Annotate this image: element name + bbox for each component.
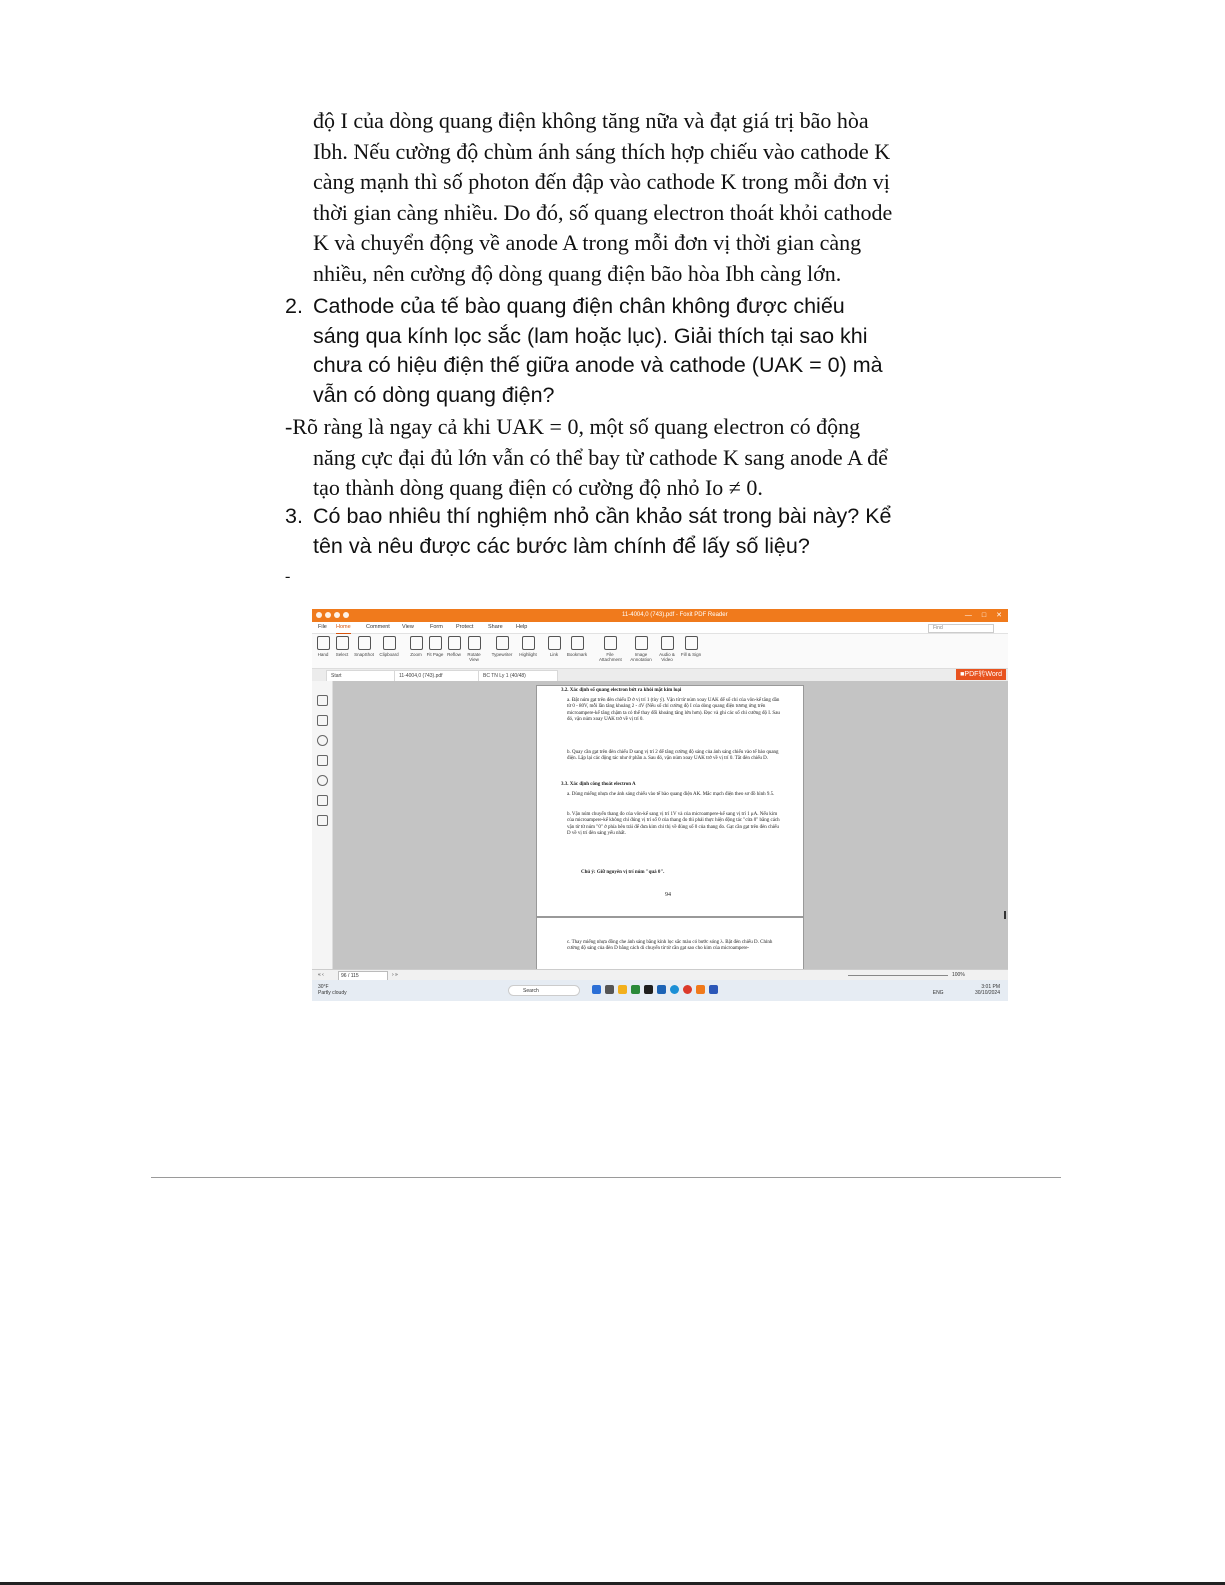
bookmark-icon <box>571 636 584 650</box>
menu-comment[interactable]: Comment <box>366 624 390 630</box>
tab-start[interactable]: Start <box>326 670 396 682</box>
taskbar-search[interactable]: Search <box>508 985 580 996</box>
typewriter-icon <box>496 636 509 650</box>
zoom-icon <box>410 636 423 650</box>
edge-icon[interactable] <box>670 985 679 994</box>
chrome-icon[interactable] <box>683 985 692 994</box>
zoom-level[interactable]: 100% <box>952 972 965 978</box>
question-line <box>285 292 883 322</box>
question-number: 2. <box>285 294 303 318</box>
question-number: 3. <box>285 504 303 528</box>
pdf-heading: 3.3. Xác định công thoát electron A <box>561 782 636 787</box>
pdf-note: Chú ý: Giữ nguyên vị trí núm "quả 0". <box>581 870 665 875</box>
attachments-panel-icon[interactable] <box>317 775 328 786</box>
text-line: thời gian càng nhiều. Do đó, số quang electron thoát khỏi cathode <box>313 199 893 225</box>
text-line: Ibh. Nếu cường độ chùm ánh sáng thích hợp chiếu vào cathode K <box>313 138 891 164</box>
text-line: càng mạnh thì số photon đến đập vào cathode K trong mỗi đơn vị <box>313 169 890 194</box>
camera-icon <box>358 636 371 650</box>
question-line <box>285 502 892 532</box>
fit-page-button[interactable]: Fit Page <box>424 636 446 657</box>
pdf-heading: 3.2. Xác định số quang electron bứt ra khỏi mặt kim loại <box>561 688 682 693</box>
app-icon[interactable] <box>592 985 601 994</box>
select-tool-button[interactable]: Select <box>331 636 353 657</box>
answer-line: -Rõ ràng là ngay cả khi UAK = 0, một số quang electron có động <box>285 414 861 439</box>
page-divider <box>151 1177 1061 1178</box>
typewriter-button[interactable]: Typewriter <box>491 636 513 657</box>
question-3 <box>285 502 892 561</box>
bookmark-panel-icon[interactable] <box>317 695 328 706</box>
pdf-paragraph: a. Đặt núm gạt trên đèn chiếu D ở vị trí 1 (tùy ý). Vặn từ từ núm xoay UAK để số chỉ của vôn-kế tăng dần từ 0 - 80V, mỗi lần tăng khoảng 2 - 4V (Nếu số chỉ cường độ I của dòng quang điện tương ứng trên microampere-kế tăng chậm ta có thể thay đổi khoảng tăng lớn hơn). Đọc và ghi các số chỉ cường độ I. Sau đó, vặn núm xoay UAK trở về vị trí 0. <box>567 698 780 722</box>
tab-document-2[interactable]: BC TN Ly 1 (40/48) <box>478 670 558 682</box>
window-title: 11-4004,0 (743).pdf - Foxit PDF Reader <box>622 612 728 618</box>
audio-video-button[interactable]: Audio & Video <box>656 636 678 662</box>
pdf-paragraph: a. Dùng miếng nhựa che ánh sáng chiếu vào tế bào quang điện AK. Mắc mạch điện theo sơ đồ hình 9.5. <box>567 792 775 797</box>
comments-panel-icon[interactable] <box>317 735 328 746</box>
app-icon[interactable] <box>631 985 640 994</box>
window-controls <box>965 609 1002 622</box>
highlight-button[interactable]: Highlight <box>517 636 539 657</box>
attachment-icon <box>604 636 617 650</box>
windows-taskbar <box>312 980 1008 1001</box>
layers-panel-icon[interactable] <box>317 755 328 766</box>
link-button[interactable]: Link <box>543 636 565 657</box>
find-input[interactable]: Find <box>928 624 994 633</box>
pdf-paragraph: b. Vặn núm chuyển thang đo của vôn-kế sang vị trí 1V và của microampere-kế sang vị trí 1 μA. Nếu kim của microampere-kế không chỉ đúng vị trí số 0 của thang đo thì phải thực hiện động tác "cửa 0" bằng cách vặn từ từ núm "0" ở phía bên trái để đưa kim chỉ thị về đúng số 0 của thang đo. Gạt cần gạt trên đèn chiếu D về vị trí đèn sáng yếu nhất. <box>567 812 780 836</box>
question-line: tên và nêu được các bước làm chính để lấy số liệu? <box>313 533 810 558</box>
clipboard-button[interactable]: Clipboard <box>378 636 400 657</box>
answer-3: - <box>285 568 291 585</box>
highlighter-icon <box>522 636 535 650</box>
answer-line: tạo thành dòng quang điện có cường độ nhỏ Io ≠ 0. <box>313 475 763 500</box>
zoom-slider[interactable] <box>848 975 948 976</box>
paragraph-saturation <box>313 106 892 289</box>
question-text: Có bao nhiêu thí nghiệm nhỏ cần khảo sát trong bài này? Kể <box>313 504 892 528</box>
clipboard-icon <box>383 636 396 650</box>
signature-panel-icon[interactable] <box>317 815 328 826</box>
link-icon <box>548 636 561 650</box>
menu-file[interactable]: File <box>318 624 327 630</box>
rotate-view-button[interactable]: Rotate View <box>463 636 485 662</box>
media-icon <box>661 636 674 650</box>
text-select-icon <box>336 636 349 650</box>
language-indicator[interactable]: ENG <box>932 990 944 996</box>
question-2 <box>285 292 883 410</box>
pdf-paragraph: c. Thay miếng nhựa đồng che ánh sáng bằng kính lọc sắc màu có bước sóng λ. Bật đèn chiếu D. Chỉnh cường độ sáng của đèn D bằng cách di chuyển từ từ cần gạt sao cho kim của microampere- <box>567 940 773 952</box>
menu-view[interactable]: View <box>402 624 414 630</box>
page-number-input[interactable]: 96 / 115 <box>338 971 388 981</box>
folder-icon[interactable] <box>618 985 627 994</box>
system-tray <box>933 984 1000 996</box>
document-tabs <box>312 669 1008 681</box>
document-canvas <box>333 681 1008 969</box>
page-next-icons[interactable]: › » <box>392 972 398 978</box>
tab-document-1[interactable]: 11-4004,0 (743).pdf <box>394 670 480 682</box>
zoom-button[interactable]: Zoom <box>405 636 427 657</box>
menu-share[interactable]: Share <box>488 624 503 630</box>
security-panel-icon[interactable] <box>317 795 328 806</box>
fit-page-icon <box>429 636 442 650</box>
rotate-icon <box>468 636 481 650</box>
foxit-icon[interactable] <box>696 985 705 994</box>
ribbon-toolbar <box>312 634 1008 669</box>
pages-panel-icon[interactable] <box>317 715 328 726</box>
reflow-button[interactable]: Reflow <box>443 636 465 657</box>
clock-date[interactable]: 30/10/2024 <box>974 990 1000 996</box>
file-attachment-button[interactable]: File Attachment <box>599 636 621 662</box>
menu-form[interactable]: Form <box>430 624 443 630</box>
clock-time[interactable]: 3:01 PM <box>981 984 1000 990</box>
hand-tool-button[interactable]: Hand <box>312 636 334 657</box>
taskbar-apps <box>592 985 718 994</box>
page-nav-icons[interactable]: « ‹ <box>318 972 324 978</box>
fill-sign-button[interactable]: Fill & Sign <box>680 636 702 657</box>
app-icon[interactable] <box>605 985 614 994</box>
pdf-to-word-button[interactable]: ■PDF转Word <box>956 669 1006 680</box>
mail-icon[interactable] <box>657 985 666 994</box>
hand-icon <box>317 636 330 650</box>
minimize-icon[interactable]: — <box>964 612 972 619</box>
image-annotation-button[interactable]: Image Annotation <box>630 636 652 662</box>
quick-access-icons <box>316 612 349 618</box>
image-icon <box>635 636 648 650</box>
word-icon[interactable] <box>709 985 718 994</box>
menu-protect[interactable]: Protect <box>456 624 474 630</box>
snapshot-button[interactable]: SnapShot <box>353 636 375 657</box>
embedded-screenshot <box>312 609 1008 1001</box>
window-titlebar <box>312 609 1008 622</box>
question-line: vẫn có dòng quang điện? <box>313 382 555 407</box>
app-icon[interactable] <box>644 985 653 994</box>
side-panel <box>312 681 333 969</box>
close-icon[interactable]: ✕ <box>996 612 1002 619</box>
menu-bar <box>312 622 1008 634</box>
scrollbar-thumb[interactable] <box>1004 911 1006 919</box>
menu-help[interactable]: Help <box>516 624 528 630</box>
pdf-page <box>536 685 804 917</box>
question-text: Cathode của tế bào quang điện chân không được chiếu <box>313 294 845 318</box>
pdf-page-number: 94 <box>665 892 671 898</box>
answer-line: năng cực đại đủ lớn vẫn có thể bay từ cathode K sang anode A để <box>313 444 888 470</box>
text-line: nhiều, nên cường độ dòng quang điện bão hòa Ibh càng lớn. <box>313 260 842 286</box>
weather-widget[interactable]: 30°F Partly cloudy <box>318 984 347 996</box>
pdf-paragraph: b. Quay cần gạt trên đèn chiếu D sang vị trí 2 để tăng cường độ sáng của ánh sáng chiếu vào tế bào quang điện. Lặp lại các động tác như ở phần a. Sau đó, vặn núm xoay UAK trở về vị trí 0. Tắt đèn chiếu D. <box>567 750 779 762</box>
question-line: chưa có hiệu điện thế giữa anode và cathode (UAK = 0) mà <box>313 353 883 377</box>
text-line: K và chuyển động về anode A trong mỗi đơn vị thời gian càng <box>313 230 862 255</box>
question-line: sáng qua kính lọc sắc (lam hoặc lục). Giải thích tại sao khi <box>313 323 868 348</box>
reflow-icon <box>448 636 461 650</box>
text-line: độ I của dòng quang điện không tăng nữa và đạt giá trị bão hòa <box>313 108 869 133</box>
menu-home[interactable]: Home <box>336 622 351 634</box>
maximize-icon[interactable]: □ <box>981 612 987 619</box>
answer-2 <box>285 412 888 504</box>
pen-icon <box>685 636 698 650</box>
bookmark-button[interactable]: Bookmark <box>566 636 588 657</box>
